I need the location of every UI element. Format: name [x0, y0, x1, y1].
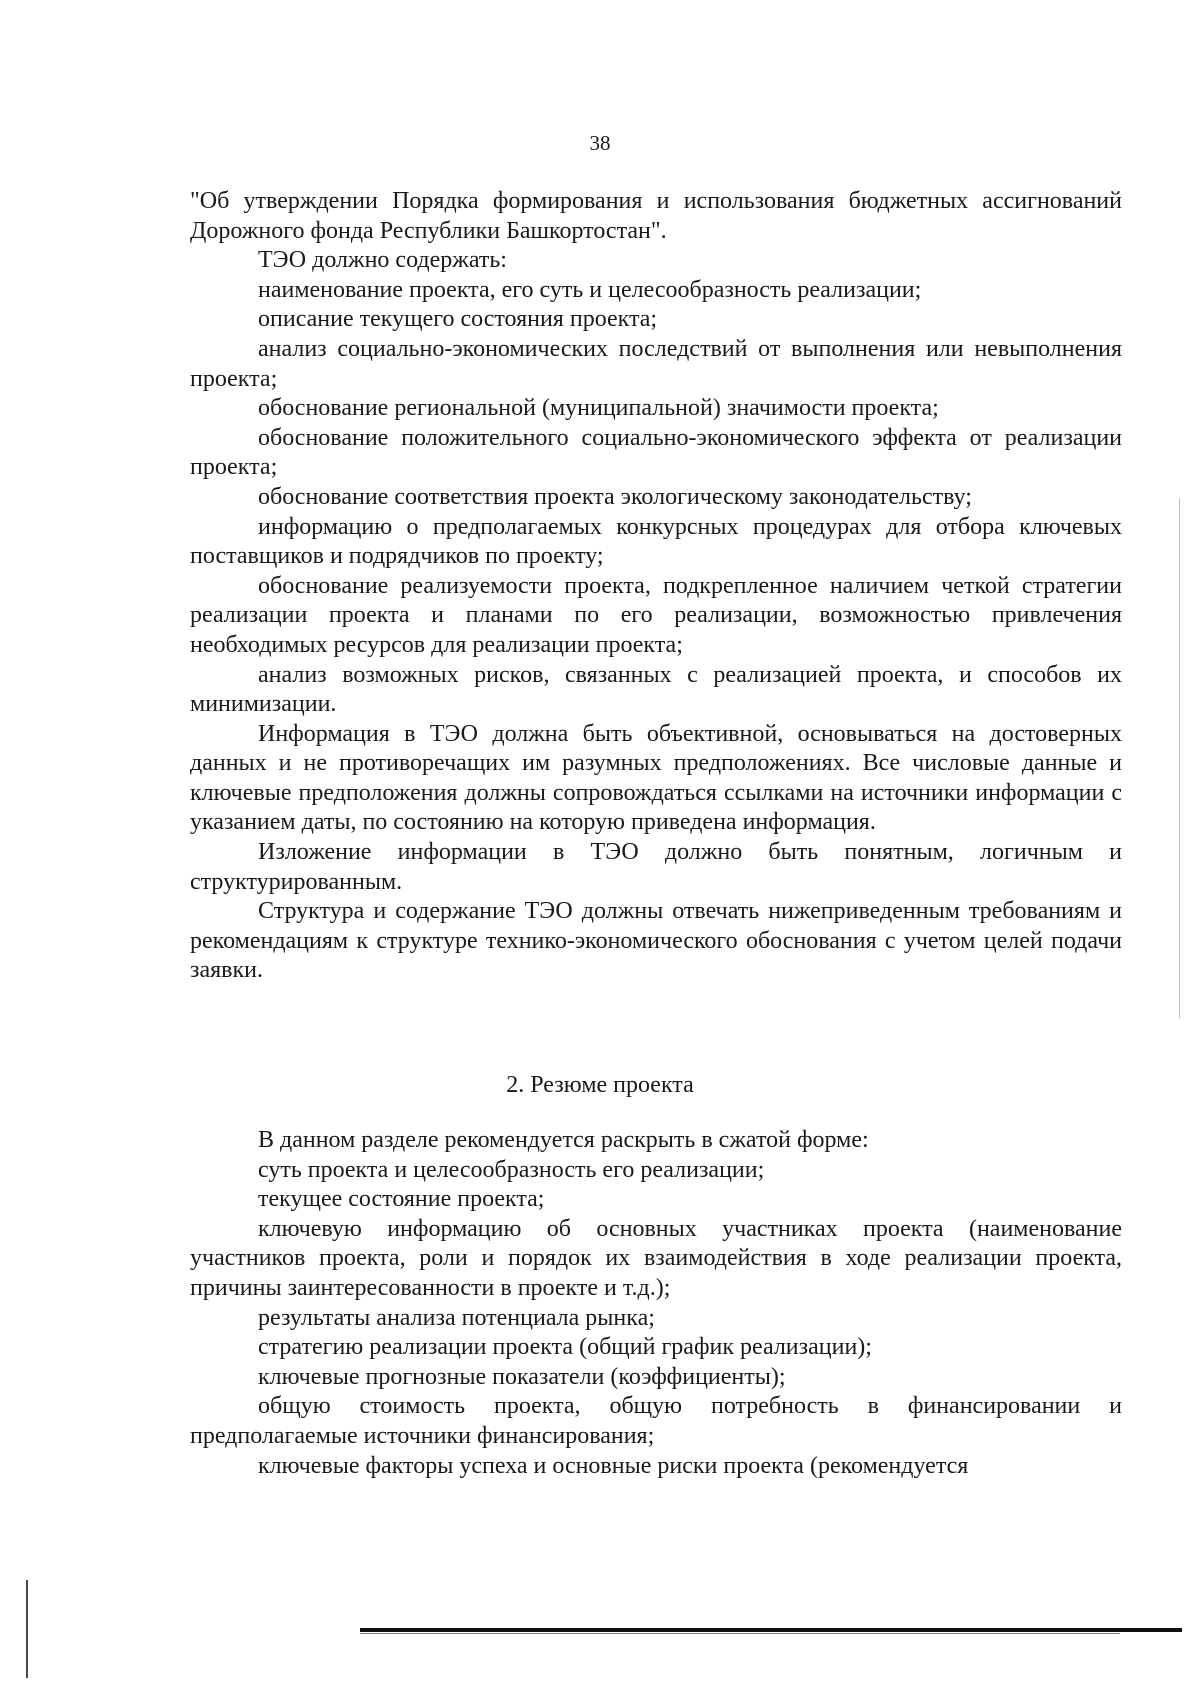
- scan-artifact-line: [26, 1580, 28, 1678]
- paragraph: Изложение информации в ТЭО должно быть понятным, логичным и структурированным.: [190, 839, 1122, 895]
- list-item: информацию о предполагаемых конкурсных процедурах для отбора ключевых поставщиков и подрядчиков по проекту;: [190, 513, 1122, 570]
- section-heading: 2. Резюме проекта: [506, 1072, 694, 1098]
- list-item: общую стоимость проекта, общую потребность в финансировании и предполагаемые источники финансирования;: [190, 1393, 1122, 1449]
- list-item: результаты анализа потенциала рынка;: [258, 1304, 655, 1331]
- paragraph: ТЭО должно содержать:: [258, 247, 507, 274]
- list-item: ключевые прогнозные показатели (коэффициенты);: [258, 1363, 786, 1390]
- scan-artifact-line: [1179, 498, 1180, 1018]
- body-text-top: [190, 187, 1122, 986]
- list-item: обоснование положительного социально-экономического эффекта от реализации проекта;: [190, 424, 1122, 481]
- paragraph: Информация в ТЭО должна быть объективной, основываться на достоверных данных и не противоречащих им разумных предположениях. Все числовые данные и ключевые предположения должны сопровождаться ссылками на источники информации с указанием даты, по состоянию на которую приведена информация.: [190, 720, 1122, 836]
- paragraph: Структура и содержание ТЭО должны отвечать нижеприведенным требованиям и рекомендациям к структуре технико-экономического обоснования с учетом целей подачи заявки.: [190, 898, 1122, 984]
- scan-artifact-rule: [360, 1633, 1120, 1634]
- paragraph: В данном разделе рекомендуется раскрыть в сжатой форме:: [258, 1127, 869, 1153]
- list-item: обоснование соответствия проекта экологическому законодательству;: [258, 483, 972, 510]
- list-item: анализ социально-экономических последствий от выполнения или невыполнения проекта;: [190, 335, 1122, 392]
- list-item: суть проекта и целесообразность его реализации;: [258, 1156, 765, 1183]
- list-item: ключевую информацию об основных участниках проекта (наименование участников проекта, роли и порядок их взаимодействия в ходе реализации проекта, причины заинтересованности в проекте и т.д.);: [190, 1215, 1122, 1301]
- list-item: стратегию реализации проекта (общий график реализации);: [258, 1334, 872, 1361]
- list-item: текущее состояние проекта;: [258, 1186, 545, 1213]
- list-item: обоснование реализуемости проекта, подкрепленное наличием четкой стратегии реализации проекта и планами по его реализации, возможностью привлечения необходимых ресурсов для реализации проекта;: [190, 572, 1122, 658]
- list-item: ключевые факторы успеха и основные риски проекта (рекомендуется: [258, 1452, 969, 1479]
- list-item: анализ возможных рисков, связанных с реализацией проекта, и способов их минимизации.: [190, 661, 1122, 718]
- page-number: 38: [589, 131, 611, 155]
- list-item: наименование проекта, его суть и целесообразность реализации;: [258, 276, 922, 303]
- list-item: обоснование региональной (муниципальной) значимости проекта;: [258, 395, 939, 422]
- paragraph: "Об утверждении Порядка формирования и использования бюджетных ассигнований Дорожного фонда Республики Башкортостан".: [190, 188, 1122, 244]
- body-text-bottom: [190, 1126, 1122, 1481]
- scan-artifact-rule: [360, 1628, 1182, 1632]
- list-item: описание текущего состояния проекта;: [258, 306, 658, 333]
